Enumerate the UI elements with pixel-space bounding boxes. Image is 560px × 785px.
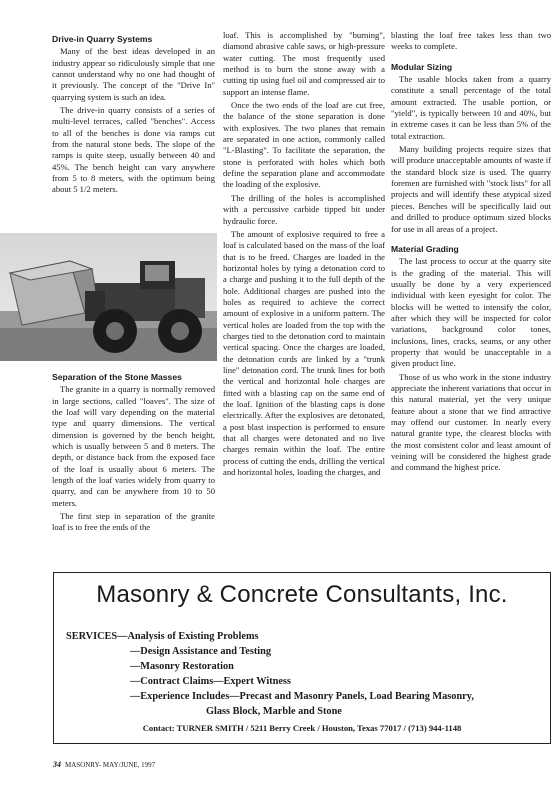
paragraph: The drive-in quarry consists of a series of multi-level terraces, called "benches". Access to all of the benches is done via ramps cut from the natural stone beds. The slope of the ramps is quite steep, usually between 40 and 45%. The bench height can vary anywhere from 5 to 8 meters, with the optimum being about 5 1/2 meters. [52, 105, 215, 195]
paragraph: The granite in a quarry is normally removed in large sections, called "loaves". The size of the loaf will vary depending on the material type and quarry dimensions. The vertical dimension is governed by the bench height, which is usually between 5 and 8 meters. The depth, or distance back from the exposed face of the loaf is usually about 6 meters. The length of the loaf varies widely from quarry to quarry, and can be anywhere from 10 to 50 meters. [52, 384, 215, 508]
service-line: —Design Assistance and Testing [130, 646, 272, 657]
paragraph: Those of us who work in the stone industry appreciate the inherent variations that occur in this natural material, yet the very unique feature about a stone that we find attractive may offend our customer. In nearly every natural granite type, the clearest blocks with the most consistent color and least amount of veining will be considered the highest grade and command the highest price. [391, 371, 551, 473]
service-line: —Experience Includes—Precast and Masonry Panels, Load Bearing Masonry, [130, 691, 474, 702]
service-line: —Contract Claims—Expert Witness [130, 676, 291, 687]
wheel-loader-image [0, 233, 217, 361]
publication-info: MASONRY- MAY/JUNE, 1997 [65, 761, 156, 769]
paragraph: The drilling of the holes is accomplished with a percussive carbide tipped bit under hydraulic force. [223, 192, 385, 226]
ad-contact: Contact: TURNER SMITH / 5211 Berry Creek / Houston, Texas 77017 / (713) 944-1148 [142, 723, 462, 733]
ad-title: Masonry & Concrete Consultants, Inc. [96, 581, 508, 608]
paragraph: Many building projects require sizes that will produce unacceptable amounts of waste if the standard block size is used. The quarry foremen are furnished with "stock lists" for all projects and will identify these atypical sized pieces. Benches will be specifically laid out and drilled to produce optimum sized blocks for use in all areas of a project. [391, 144, 551, 234]
loader-photo [0, 233, 217, 361]
paragraph: blasting the loaf free takes less than two weeks to complete. [391, 30, 551, 52]
column-3 [391, 30, 551, 476]
service-line: —Masonry Restoration [130, 661, 234, 672]
paragraph: Many of the best ideas developed in an industry appear so ridiculously simple that one cannot understand why no one had thought of it previously. The concept of the "Drive In" quarrying system is such an idea. [52, 46, 215, 102]
heading-drive-in: Drive-in Quarry Systems [52, 34, 153, 44]
paragraph: loaf. This is accomplished by "burning", diamond abrasive cable saws, or high-pressure water cutting. The most frequently used method is to burn the stone away with a cutting tip using fuel oil and compressed air to support an intense flame. [223, 30, 385, 97]
service-line: SERVICES—Analysis of Existing Problems [66, 631, 259, 642]
paragraph: The first step in separation of the granite loaf is to free the ends of the [52, 511, 215, 533]
advertisement-box [53, 572, 551, 744]
column-1 [52, 34, 215, 198]
paragraph: The usable blocks taken from a quarry constitute a small percentage of the total amount extracted. The usable portion, or "yield", is typically between 10 and 40%, but in extreme cases it can be less than 5% of the total extraction. [391, 74, 551, 141]
column-2 [223, 30, 385, 480]
paragraph: The amount of explosive required to free a loaf is calculated based on the mass of the loaf that is to be freed. Charges are loaded in the horizontal holes by tying a detonation cord to a charge and pushing it to the full depth of the hole. Additional charges are pushed into the holes as required to achieve the correct amount of explosive in a uniform pattern. The vertical holes are loaded from the top with the charges tied to the detonation cord to maintain vertical spacing. Once the charges are loaded, the detonation cords are linked by a "trunk line" detonation cord. The trunk lines for both the vertical and horizontal hole charges are fitted with a blasting cap on the same end of the loaf. Ignition of the blasting caps is done electrically. After the explosives are detonated, a post blast inspection is performed to ensure that all charges were detonated and no live charges remain within the loaf. The entire process of cutting the ends, drilling the vertical and horizontal holes, loading the charges, and [223, 228, 385, 478]
page-number: 34 [53, 760, 61, 769]
paragraph: The last process to occur at the quarry site is the grading of the material. This will usually be done by a very experienced individual with keen eyesight for color. The blocks will be wetted to intensify the color, after which they will be inspected for color variations, background color tones, inclusions, lines, cracks, seams, or any other property that would be unacceptable in a given product line. [391, 256, 551, 369]
service-line: Glass Block, Marble and Stone [206, 706, 342, 717]
column-1-lower [52, 372, 215, 536]
paragraph: Once the two ends of the loaf are cut free, the balance of the stone separation is done with explosives. The two planes that remain are separated in one action, commonly called "L-Blasting". To facilitate the separation, the stone is perforated with holes which both define the separation plane and accommodate the loading of the explosive. [223, 100, 385, 190]
heading-modular-sizing: Modular Sizing [391, 61, 453, 72]
heading-material-grading: Material Grading [391, 243, 459, 254]
heading-separation: Separation of the Stone Masses [52, 372, 182, 382]
page-footer [53, 760, 155, 769]
services-list [66, 629, 536, 719]
